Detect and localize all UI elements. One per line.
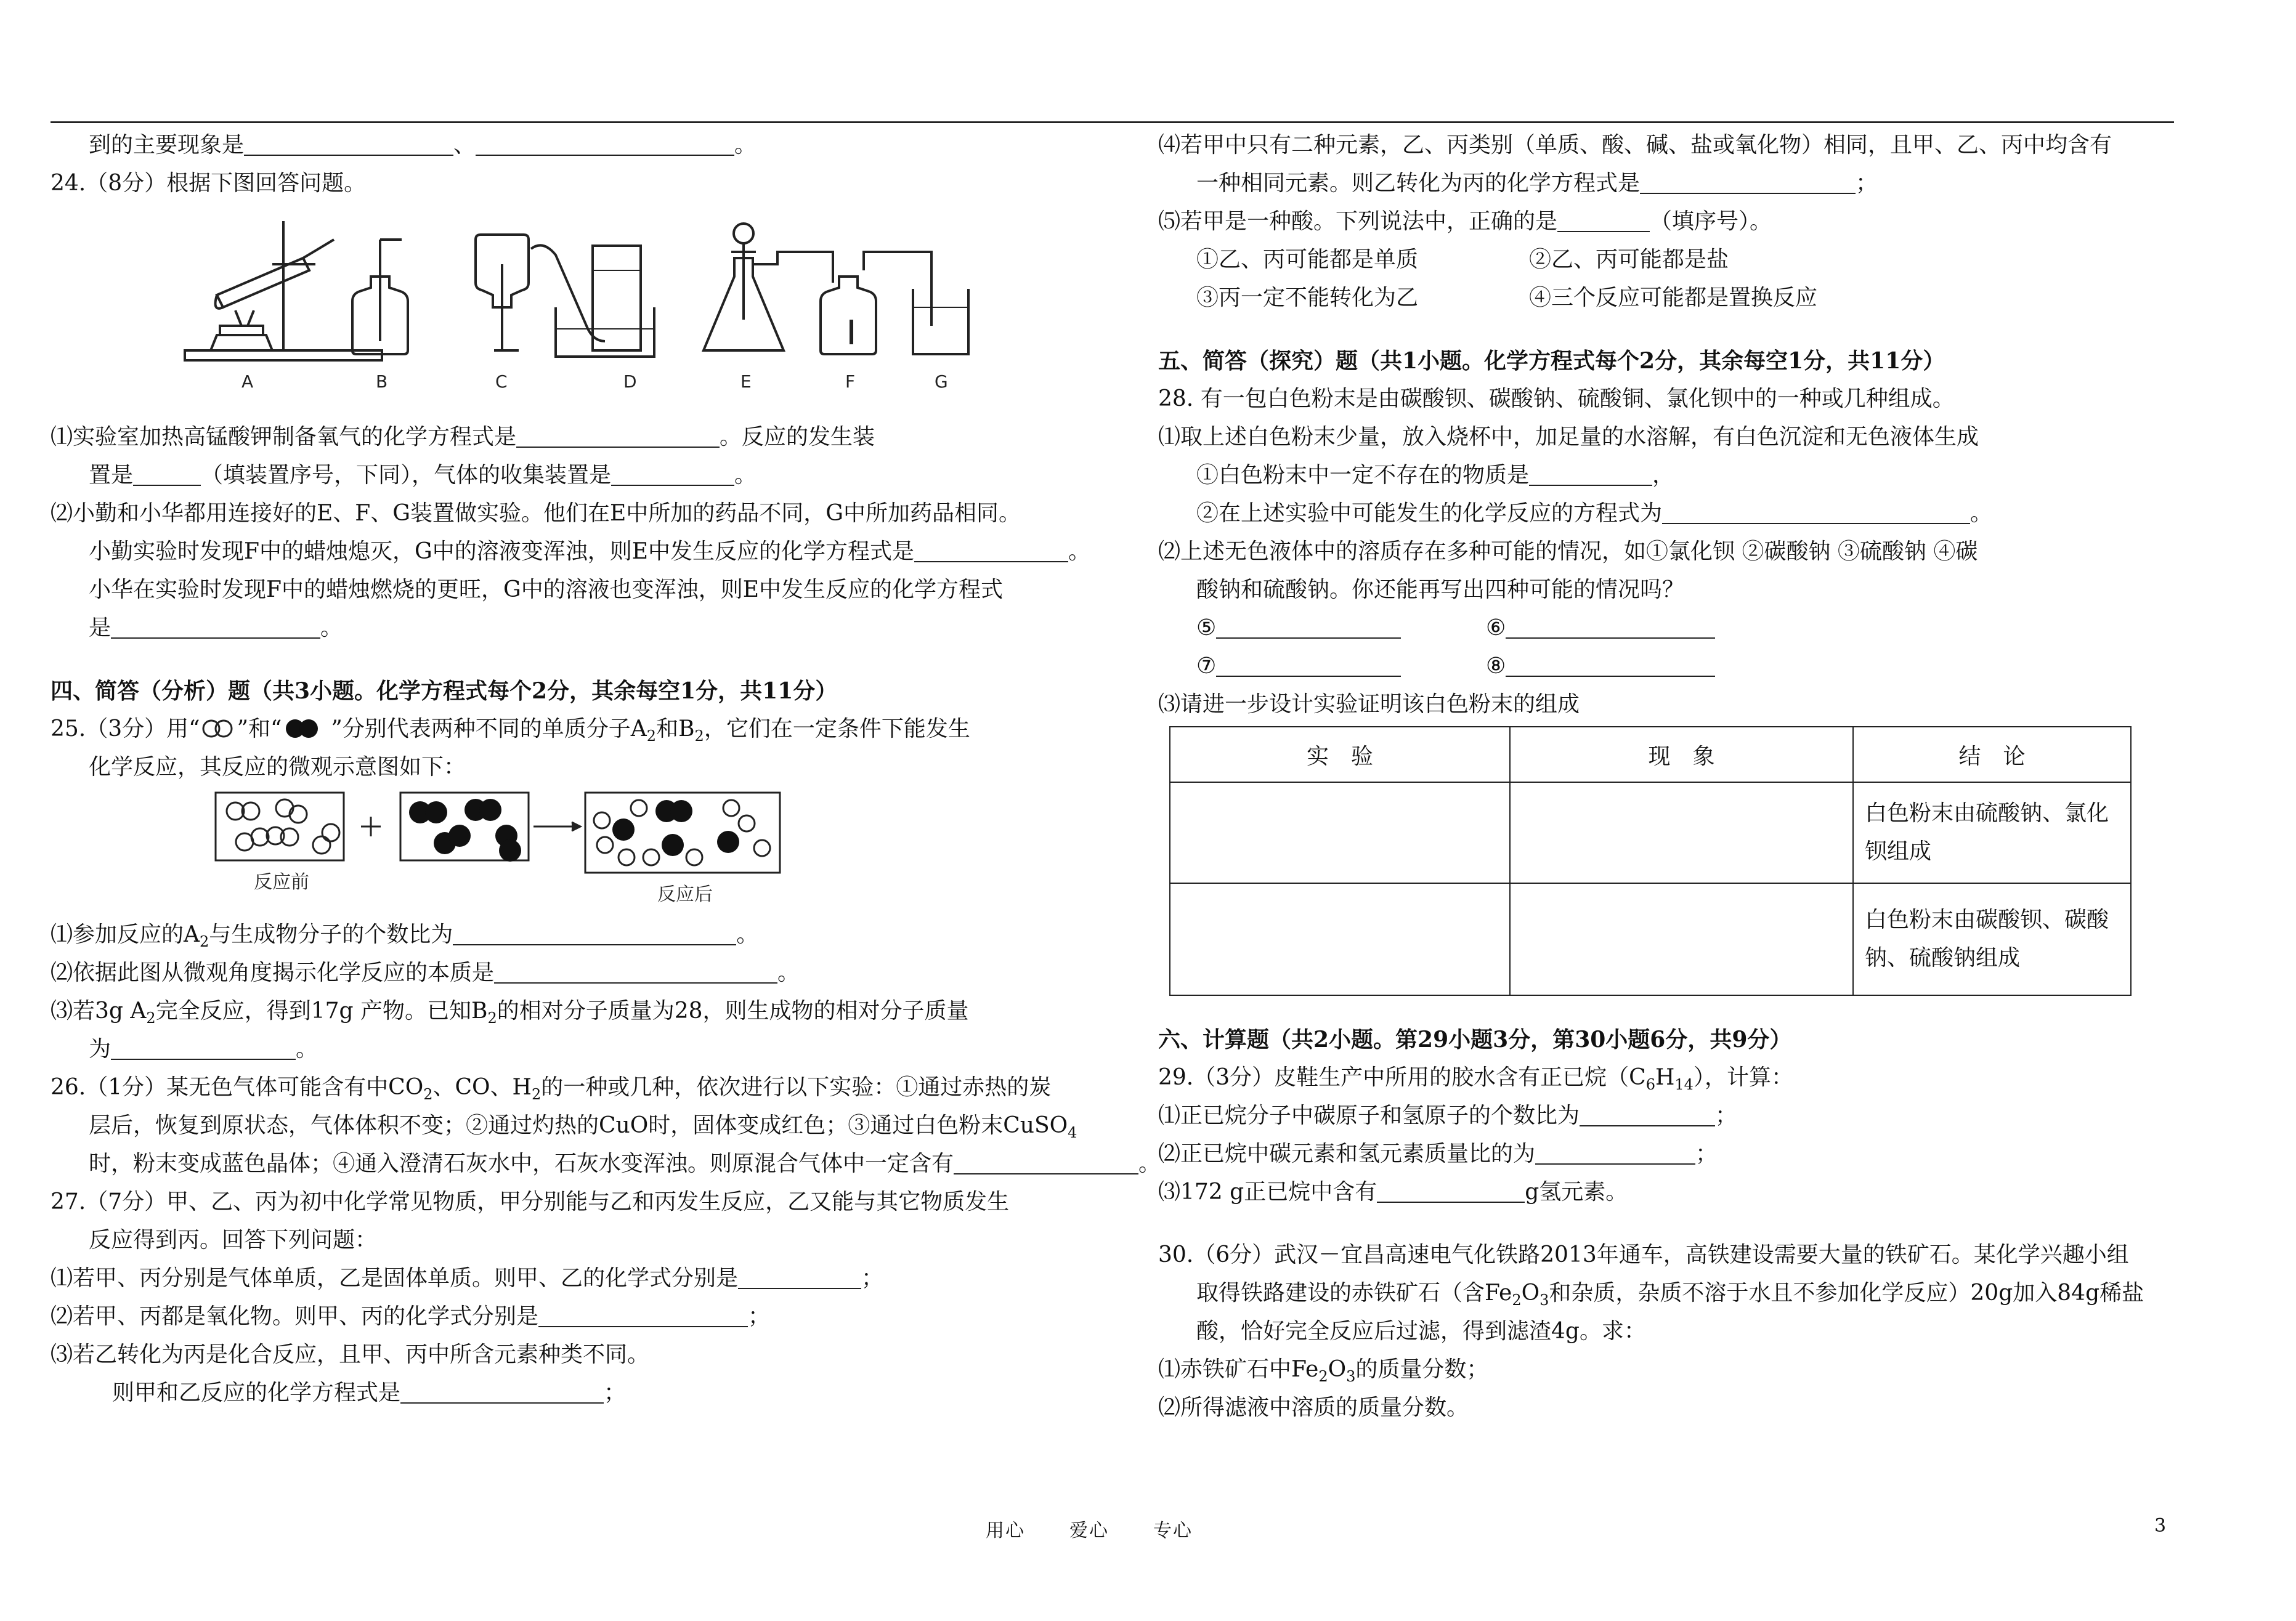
q26-line2	[51, 1107, 1135, 1145]
header-phenomenon: 现 象	[1510, 727, 1853, 782]
q26-line3	[51, 1145, 1161, 1183]
blank-number: ⑧	[1486, 653, 1506, 679]
q24-text: 是	[89, 615, 112, 641]
answer-blank[interactable]	[538, 1301, 748, 1327]
blank-number: ⑦	[1196, 653, 1217, 679]
q27-p5	[1158, 203, 2181, 241]
q27-text: 一种相同元素。则乙转化为丙的化学方程式是	[1196, 171, 1641, 196]
subscript: 3	[1539, 1292, 1549, 1309]
footer-motto	[986, 1515, 1237, 1542]
q25-p3	[51, 992, 1135, 1030]
q24-text: ⑴实验室加热高锰酸钾制备氧气的化学方程式是	[51, 424, 517, 450]
answer-blank[interactable]	[111, 1034, 296, 1060]
apparatus-label-d: D	[623, 371, 637, 392]
q25-line2: 化学反应，其反应的微观示意图如下：	[89, 754, 466, 780]
q27-line2: 反应得到丙。回答下列问题：	[89, 1227, 378, 1253]
q24-p2c: 小华在实验时发现F中的蜡烛燃烧的更旺，G中的溶液也变浑浊，则E中发生反应的化学方程式	[89, 577, 1004, 602]
q25-p2	[51, 954, 1135, 992]
q27-p3b	[51, 1374, 1135, 1412]
q23-sep: 、	[453, 132, 476, 158]
q28-p3: ⑶请进一步设计实验证明该白色粉末的组成	[1158, 692, 1580, 717]
q30-line2	[1158, 1274, 2181, 1312]
q23-text: 到的主要现象是	[89, 132, 245, 158]
right-column	[1158, 126, 2181, 1427]
section-4-heading: 四、简答（分析）题（共3小题。化学方程式每个2分，其余每空1分，共11分）	[51, 678, 838, 704]
q24-text: 。反应的发生装	[720, 424, 875, 450]
q29-p2	[1158, 1135, 2181, 1173]
after-label: 反应后	[657, 884, 713, 905]
q28-p2b: 酸钠和硫酸钠。你还能再写出四种可能的情况吗？	[1196, 577, 1685, 602]
q28-p1b	[1158, 495, 2181, 533]
footer-word: 用心	[986, 1520, 1025, 1542]
subscript: 2	[646, 727, 657, 745]
q25-text: 和B	[656, 716, 695, 742]
q24-text: （填装置序号，下同），气体的收集装置是	[201, 463, 612, 488]
answer-blank[interactable]	[111, 613, 320, 639]
q25-text: ⑴参加反应的A	[51, 922, 200, 947]
q27-text: ⑴若甲、丙分别是气体单质，乙是固体单质。则甲、乙的化学式分别是	[51, 1266, 739, 1291]
apparatus-label-b: B	[376, 371, 388, 392]
q25-text: 。	[736, 922, 759, 947]
answer-blank[interactable]	[738, 1263, 861, 1289]
q26-line1	[51, 1069, 1135, 1107]
q24-p1b	[51, 456, 1135, 495]
apparatus-label-e: E	[740, 371, 752, 392]
q26-text: 、CO、H	[432, 1075, 532, 1100]
q25-text: 。	[296, 1037, 318, 1062]
answer-blank[interactable]	[1506, 651, 1715, 677]
q26-text: 时，粉末变成蓝色晶体；④通入澄清石灰水中，石灰水变浑浊。则原混合气体中一定含有	[89, 1151, 954, 1176]
subscript: 2	[487, 1009, 497, 1027]
answer-blank[interactable]	[954, 1149, 1138, 1174]
answer-blank[interactable]	[1580, 1101, 1715, 1126]
q30-p1	[1158, 1351, 2181, 1389]
section-5-heading: 五、简答（探究）题（共1小题。化学方程式每个2分，其余每空1分，共11分）	[1158, 348, 1945, 374]
q24-text: 小勤实验时发现F中的蜡烛熄灭，G中的溶液变浑浊，则E中发生反应的化学方程式是	[89, 539, 915, 564]
answer-blank[interactable]	[400, 1378, 604, 1404]
footer-word: 专心	[1153, 1520, 1193, 1542]
q27-text: ；	[748, 1304, 771, 1329]
apparatus-figure	[51, 203, 1012, 418]
q28-line1: 28. 有一包白色粉末是由碳酸钡、碳酸钠、硫酸铜、氯化钡中的一种或几种组成。	[1158, 386, 1955, 411]
q26-text: 。	[1138, 1151, 1161, 1176]
q25-text: 。	[777, 960, 800, 985]
q28-text: ，	[1652, 463, 1675, 488]
answer-blank[interactable]	[1506, 613, 1715, 639]
blank-number: ⑥	[1486, 615, 1506, 641]
q25-text: ”分别代表两种不同的单质分子A	[331, 716, 647, 742]
q23-end: 。	[734, 132, 757, 158]
table-header-row	[1170, 727, 2131, 782]
q29-text: ；	[1715, 1103, 1738, 1128]
q28-blanks-row2	[1158, 647, 2181, 685]
page-number: 3	[2154, 1515, 2167, 1537]
option-3: ③丙一定不能转化为乙	[1196, 285, 1419, 310]
answer-blank[interactable]	[1529, 460, 1652, 486]
q29-text: H	[1655, 1065, 1675, 1090]
q28-text: ①白色粉末中一定不存在的物质是	[1196, 463, 1530, 488]
subscript: 2	[200, 933, 209, 951]
q28-p1a	[1158, 456, 2181, 495]
q25-text: 25.（3分）用“	[51, 716, 200, 742]
q30-text: 的质量分数；	[1355, 1357, 1489, 1382]
q25-text: ”和“	[237, 716, 282, 742]
table-row	[1170, 782, 2131, 883]
q27-text: ；	[1856, 171, 1878, 196]
b2-molecule-icon	[282, 718, 331, 740]
subscript: 2	[1512, 1292, 1522, 1309]
answer-blank[interactable]	[133, 460, 201, 486]
q30-line3: 酸，恰好完全反应后过滤，得到滤渣4g。求：	[1196, 1319, 1646, 1344]
left-column	[51, 126, 1161, 1412]
before-label: 反应前	[254, 871, 309, 893]
subscript: 3	[1346, 1368, 1356, 1386]
experiment-cell[interactable]	[1170, 782, 1510, 883]
footer-word: 爱心	[1069, 1520, 1109, 1542]
subscript: 2	[1318, 1368, 1328, 1386]
q27-options-row1	[1158, 241, 2181, 279]
q27-p2	[51, 1298, 1135, 1336]
section-6-heading: 六、计算题（共2小题。第29小题3分，第30小题6分，共9分）	[1158, 1027, 1792, 1053]
q26-text: 层后，恢复到原状态，气体体积不变；②通过灼热的CuO时，固体变成红色；③通过白色粉末CuSO	[89, 1113, 1068, 1138]
q24-p2d	[51, 609, 1135, 647]
apparatus-label-g: G	[935, 371, 948, 392]
q29-text: ⑴正已烷分子中碳原子和氢原子的个数比为	[1158, 1103, 1580, 1128]
q28-text: 。	[1970, 501, 1993, 526]
q29-text: ⑶172 g正已烷中含有	[1158, 1179, 1377, 1205]
a2-molecule-icon	[200, 718, 237, 740]
q24-text: 置是	[89, 463, 134, 488]
q30-line1: 30.（6分）武汉－宜昌高速电气化铁路2013年通车，高铁建设需要大量的铁矿石。某化学兴趣小组	[1158, 1242, 2129, 1267]
answer-blank[interactable]	[1640, 168, 1856, 194]
option-1: ①乙、丙可能都是单质	[1196, 247, 1419, 272]
q26-text: 26.（1分）某无色气体可能含有中CO	[51, 1075, 424, 1100]
q27-text: ⑵若甲、丙都是氧化物。则甲、丙的化学式分别是	[51, 1304, 539, 1329]
subscript: 2	[531, 1086, 542, 1104]
subscript: 2	[146, 1009, 156, 1027]
q29-p3	[1158, 1173, 2181, 1211]
experiment-table	[1169, 726, 2132, 996]
answer-blank[interactable]	[1535, 1139, 1695, 1165]
answer-blank[interactable]	[516, 422, 720, 448]
q25-text: ，它们在一定条件下能发生	[704, 716, 970, 742]
subscript: 2	[423, 1086, 433, 1104]
q30-text: 和杂质，杂质不溶于水且不参加化学反应）20g加入84g稀盐	[1549, 1280, 2144, 1306]
answer-blank[interactable]	[244, 130, 453, 156]
q25-p1	[51, 916, 1135, 954]
q28-p1: ⑴取上述白色粉末少量，放入烧杯中，加足量的水溶解，有白色沉淀和无色液体生成	[1158, 424, 1979, 450]
phenomenon-cell[interactable]	[1510, 782, 1853, 883]
q29-text: g氢元素。	[1525, 1179, 1628, 1205]
answer-blank[interactable]	[914, 536, 1068, 562]
q27-text: ⑸若甲是一种酸。下列说法中，正确的是	[1158, 209, 1558, 234]
q29-line1	[1158, 1059, 2181, 1097]
q30-text: O	[1521, 1280, 1540, 1306]
q30-p2: ⑵所得滤液中溶质的质量分数。	[1158, 1395, 1469, 1420]
answer-blank[interactable]	[453, 920, 736, 945]
q24-text: 。	[1068, 539, 1091, 564]
q25-p3d	[51, 1030, 1135, 1069]
q25-text: 的相对分子质量为28，则生成物的相对分子质量	[497, 998, 969, 1024]
q27-text: （填序号）。	[1650, 209, 1772, 234]
q29-p1	[1158, 1097, 2181, 1135]
q23-tail	[51, 126, 1135, 164]
answer-blank[interactable]	[1216, 613, 1401, 639]
q30-text: O	[1328, 1357, 1347, 1382]
q30-text: ⑴赤铁矿石中Fe	[1158, 1357, 1319, 1382]
apparatus-label-f: F	[845, 371, 856, 392]
conclusion-cell: 白色粉末由硫酸钠、氯化钡组成	[1853, 782, 2131, 883]
phenomenon-cell[interactable]	[1510, 883, 1853, 995]
q27-text: 则甲和乙反应的化学方程式是	[112, 1380, 401, 1405]
q24-text: 。	[734, 463, 757, 488]
answer-blank[interactable]	[1557, 206, 1650, 232]
subscript: 4	[1068, 1124, 1077, 1142]
q27-text: ；	[604, 1380, 627, 1405]
q27-p3: ⑶若乙转化为丙是化合反应，且甲、丙中所含元素种类不同。	[51, 1342, 650, 1367]
subscript: 14	[1674, 1076, 1694, 1094]
q29-text: ），计算：	[1693, 1065, 1793, 1090]
apparatus-label-a: A	[241, 371, 254, 392]
q24-p2b	[51, 533, 1135, 571]
conclusion-cell: 白色粉末由碳酸钡、碳酸钠、硫酸钠组成	[1853, 883, 2131, 995]
reaction-diagram	[51, 786, 851, 916]
q25-text: 与生成物分子的个数比为	[209, 922, 453, 947]
apparatus-label-c: C	[495, 371, 508, 392]
q24-p1a	[51, 418, 1135, 456]
q26-text: 的一种或几种，依次进行以下实验：①通过赤热的炭	[541, 1075, 1052, 1100]
q25-text: ⑶若3g A	[51, 998, 147, 1024]
answer-blank[interactable]	[1377, 1177, 1525, 1203]
q28-text: ②在上述实验中可能发生的化学反应的方程式为	[1196, 501, 1663, 526]
header-experiment: 实 验	[1170, 727, 1510, 782]
q25-line1	[51, 710, 1135, 748]
q24-p2a: ⑵小勤和小华都用连接好的E、F、G装置做实验。他们在E中所加的药品不同，G中所加药品相同。	[51, 501, 1021, 526]
q29-text: 29.（3分）皮鞋生产中所用的胶水含有正已烷（C	[1158, 1065, 1646, 1090]
header-rule	[51, 121, 2174, 123]
q27-p4a: ⑷若甲中只有二种元素，乙、丙类别（单质、酸、碱、盐或氧化物）相同，且甲、乙、丙中均含有	[1158, 132, 2112, 158]
blank-number: ⑤	[1196, 615, 1217, 641]
answer-blank[interactable]	[476, 130, 734, 156]
q29-text: ；	[1695, 1141, 1718, 1166]
q30-text: 取得铁路建设的赤铁矿石（含Fe	[1196, 1280, 1512, 1306]
answer-blank[interactable]	[494, 958, 777, 984]
q24-title: 24.（8分）根据下图回答问题。	[51, 171, 367, 196]
option-4: ④三个反应可能都是置换反应	[1529, 285, 1818, 310]
q27-p4b	[1158, 164, 2181, 203]
experiment-cell[interactable]	[1170, 883, 1510, 995]
q25-text: 为	[89, 1037, 112, 1062]
answer-blank[interactable]	[1662, 498, 1970, 524]
subscript: 6	[1645, 1076, 1655, 1094]
header-conclusion: 结 论	[1853, 727, 2131, 782]
option-2: ②乙、丙可能都是盐	[1529, 247, 1729, 272]
q27-text: ；	[861, 1266, 884, 1291]
q27-line1: 27.（7分）甲、乙、丙为初中化学常见物质，甲分别能与乙和丙发生反应，乙又能与其它物质发生	[51, 1189, 1010, 1215]
answer-blank[interactable]	[611, 460, 734, 486]
q28-blanks-row1	[1158, 609, 2181, 647]
q29-text: ⑵正已烷中碳元素和氢元素质量比的为	[1158, 1141, 1536, 1166]
q25-text: ⑵依据此图从微观角度揭示化学反应的本质是	[51, 960, 495, 985]
q25-text: 完全反应，得到17g 产物。已知B	[155, 998, 488, 1024]
table-row	[1170, 883, 2131, 995]
subscript: 2	[694, 727, 704, 745]
q28-p2a: ⑵上述无色液体中的溶质存在多种可能的情况，如①氯化钡 ②碳酸钠 ③硫酸钠 ④碳	[1158, 539, 1978, 564]
answer-blank[interactable]	[1216, 651, 1401, 677]
q24-text: 。	[320, 615, 343, 641]
q27-p1	[51, 1259, 1135, 1298]
q27-options-row2	[1158, 279, 2181, 317]
